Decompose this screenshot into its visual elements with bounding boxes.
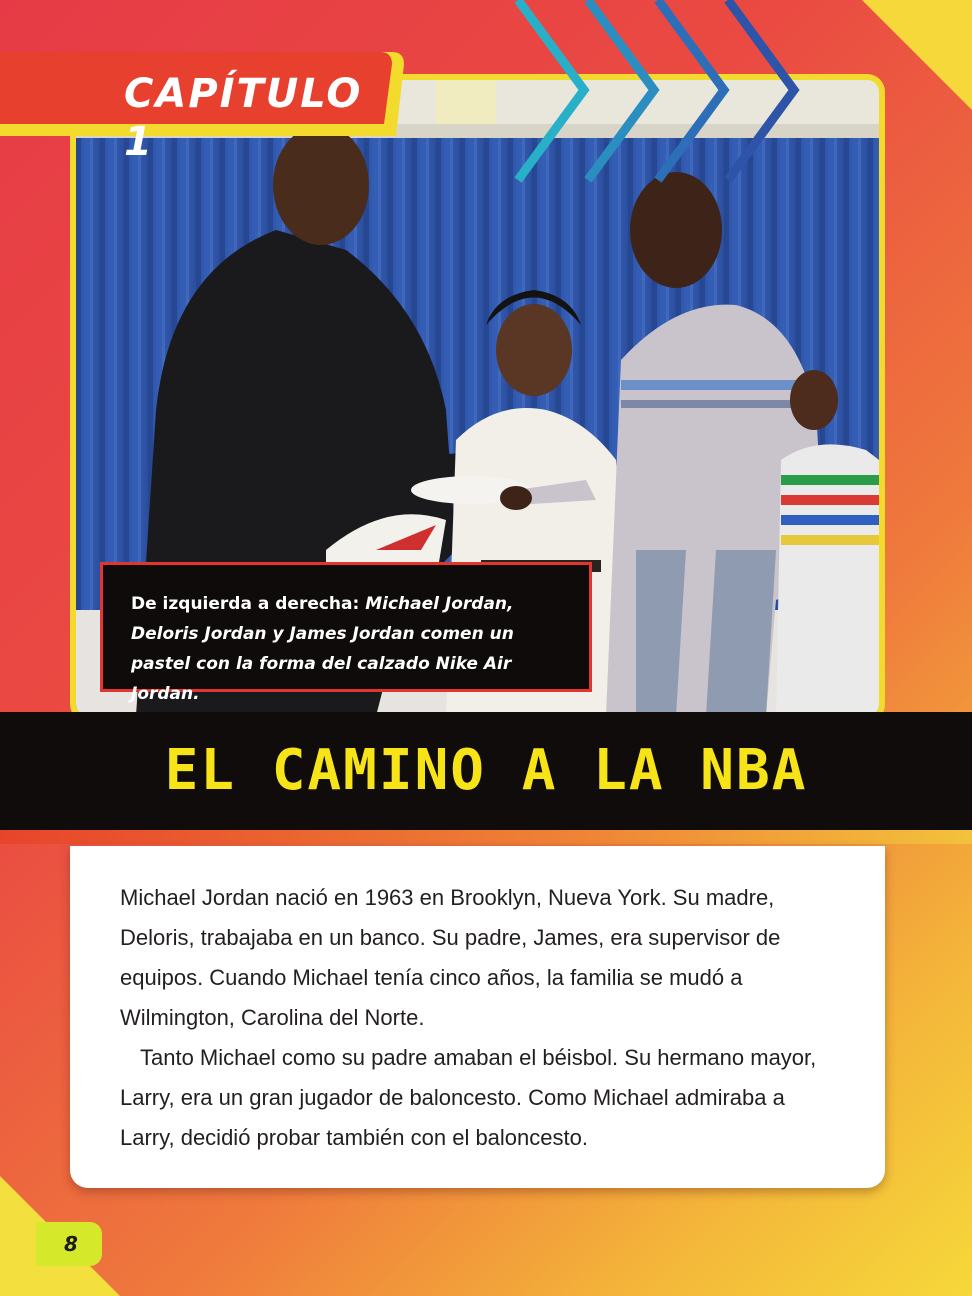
body-paragraph-2: Tanto Michael como su padre amaban el béisbol. Su hermano mayor, Larry, era un gran jugador de baloncesto. Como Michael admiraba a Larry, decidió probar también con el baloncesto. <box>120 1045 817 1150</box>
page-number-badge <box>36 1222 102 1266</box>
section-title: EL CAMINO A LA NBA <box>164 738 808 803</box>
title-underline <box>0 830 972 844</box>
page-number: 8 <box>64 1232 78 1256</box>
caption-text <box>131 589 569 709</box>
chapter-tab <box>0 52 408 165</box>
body-paragraph-1: Michael Jordan nació en 1963 en Brooklyn, Nueva York. Su madre, Deloris, trabajaba en un banco. Su padre, James, era supervisor de equipos. Cuando Michael tenía cinco años, la familia se mudó a Wilmington, Carolina del Norte. <box>120 885 781 1030</box>
chevron-decoration <box>488 0 838 190</box>
photo-caption <box>100 562 592 704</box>
body-text-panel <box>70 846 885 1188</box>
section-title-bar <box>0 712 972 830</box>
caption-names: Michael Jordan, Deloris Jordan y James Jordan comen un pastel con la forma del calzado Nike Air Jordan. <box>131 594 514 704</box>
caption-lead: De izquierda a derecha: <box>131 594 360 614</box>
chapter-label: CAPÍTULO 1 <box>124 71 363 165</box>
